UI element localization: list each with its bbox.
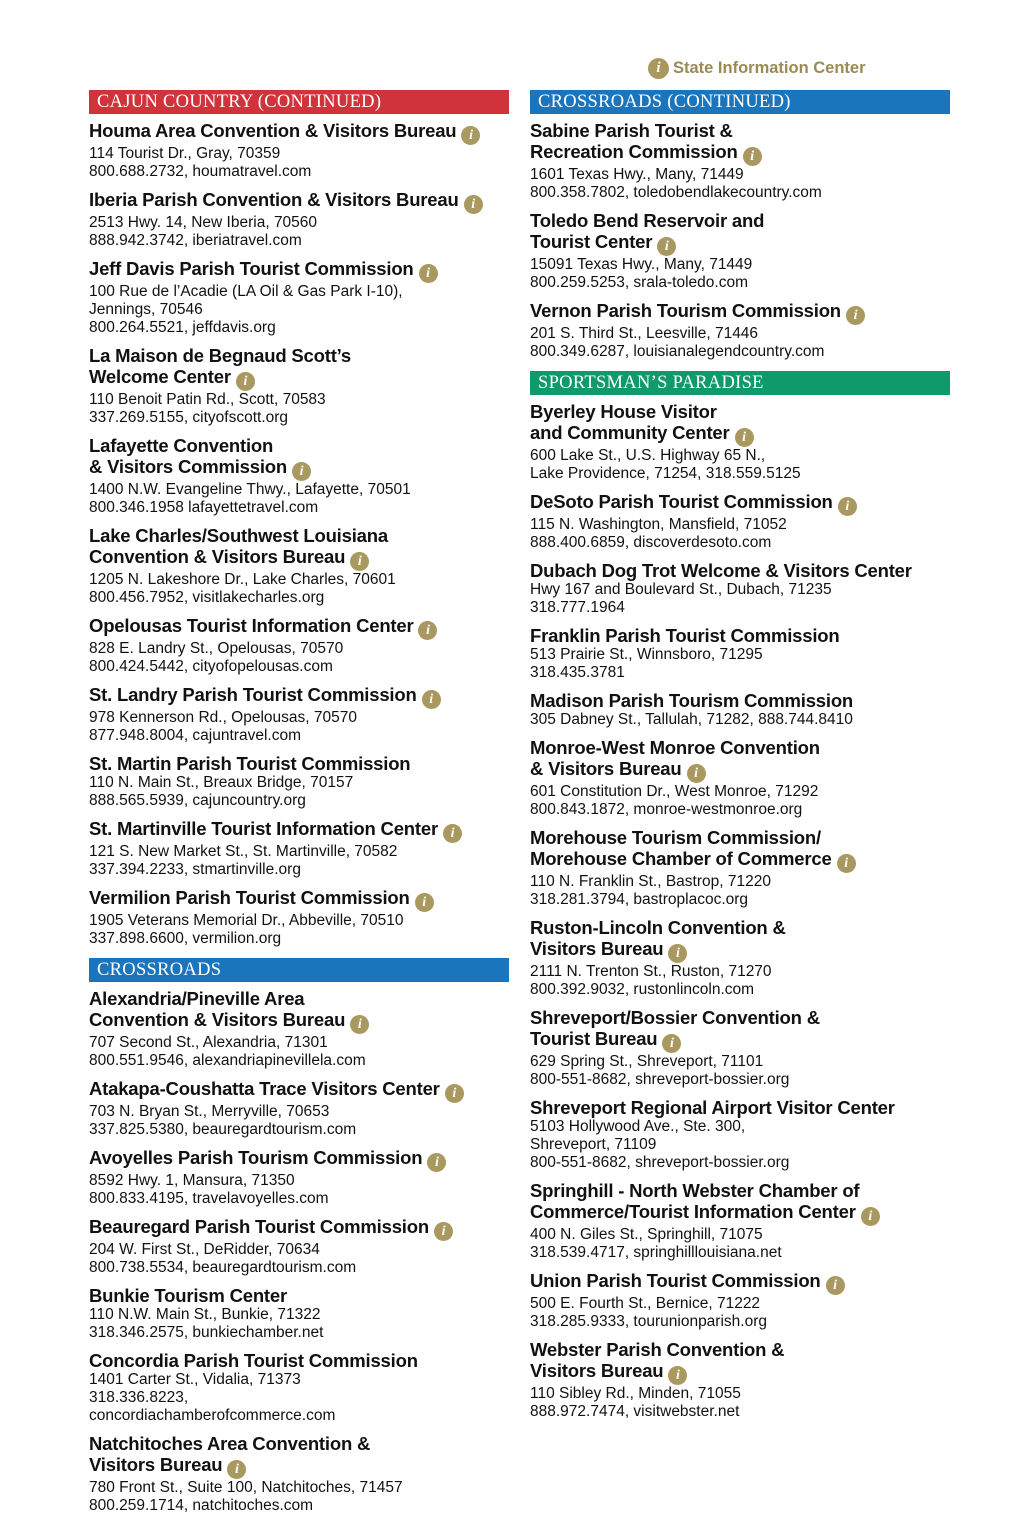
entry-detail-line: 5103 Hollywood Ave., Ste. 300, — [530, 1118, 746, 1135]
info-icon: i — [743, 147, 762, 166]
directory-entry — [89, 1147, 509, 1208]
entry-detail-line: 2111 N. Trenton St., Ruston, 71270 — [530, 963, 772, 980]
entry-title-line — [89, 988, 509, 1009]
entry-title — [530, 401, 950, 447]
entry-title — [530, 1339, 950, 1385]
entry-detail-line: Shreveport, 71109 — [530, 1136, 657, 1153]
directory-entry — [89, 988, 509, 1070]
entry-detail-line: 318.281.3794, bastroplacoc.org — [530, 891, 749, 908]
entry-detail-line: 800.738.5534, beauregardtourism.com — [89, 1259, 357, 1276]
info-icon: i — [461, 126, 480, 145]
info-icon: i — [648, 58, 669, 79]
entry-title-text: St. Martinville Tourist Information Center — [89, 818, 438, 839]
directory-entry — [89, 615, 509, 676]
entry-title-line — [89, 258, 509, 283]
entry-title-text: DeSoto Parish Tourist Commission — [530, 491, 833, 512]
entry-title-text: La Maison de Begnaud Scott’s — [89, 345, 351, 366]
entry-title-text: Vermilion Parish Tourist Commission — [89, 887, 410, 908]
info-icon: i — [662, 1034, 681, 1053]
entry-title-text: Tourist Bureau — [530, 1028, 658, 1049]
info-icon: i — [427, 1153, 446, 1172]
directory-entry — [530, 210, 950, 292]
entry-title-text: & Visitors Bureau — [530, 758, 682, 779]
entry-title-line — [530, 625, 950, 646]
right-column — [530, 90, 950, 1429]
entry-detail-line: 1601 Texas Hwy., Many, 71449 — [530, 166, 744, 183]
entry-title-text: Morehouse Tourism Commission/ — [530, 827, 821, 848]
entry-detail-line: 800.551.9546, alexandriapinevillela.com — [89, 1052, 366, 1069]
info-icon: i — [418, 621, 437, 640]
entry-title-line — [530, 938, 950, 963]
entry-title-text: Shreveport/Bossier Convention & — [530, 1007, 820, 1028]
entry-detail-line: 201 S. Third St., Leesville, 71446 — [530, 325, 759, 342]
entry-detail-line: 318.336.8223, — [89, 1389, 189, 1406]
entry-title-text: Commerce/Tourist Information Center — [530, 1201, 856, 1222]
entry-title-line — [530, 120, 950, 141]
entry-title-text: Avoyelles Parish Tourism Commission — [89, 1147, 423, 1168]
entry-title — [530, 1270, 950, 1295]
section-header: CROSSROADS — [89, 958, 509, 982]
entry-detail-line: 888.942.3742, iberiatravel.com — [89, 232, 302, 249]
entry-detail-line: 500 E. Fourth St., Bernice, 71222 — [530, 1295, 761, 1312]
entry-detail-line: 800.424.5442, cityofopelousas.com — [89, 658, 333, 675]
entry-title-text: Union Parish Tourist Commission — [530, 1270, 821, 1291]
directory-entry — [89, 435, 509, 517]
entry-title — [89, 525, 509, 571]
entry-title-text: & Visitors Commission — [89, 456, 287, 477]
entry-detail-line: 305 Dabney St., Tallulah, 71282, 888.744.8410 — [530, 711, 853, 728]
entry-title — [530, 737, 950, 783]
entry-title-text: Houma Area Convention & Visitors Bureau — [89, 120, 457, 141]
entry-title — [530, 120, 950, 166]
entry-detail-line: 110 N.W. Main St., Bunkie, 71322 — [89, 1306, 321, 1323]
entry-detail-line: 888.565.5939, cajuncountry.org — [89, 792, 306, 809]
entry-title — [530, 300, 950, 325]
directory-entry — [89, 345, 509, 427]
entry-title-text: Tourist Center — [530, 231, 653, 252]
info-icon: i — [236, 372, 255, 391]
entry-title-line — [530, 758, 950, 783]
section — [530, 90, 950, 361]
entry-title-text: St. Landry Parish Tourist Commission — [89, 684, 417, 705]
entry-title-text: Monroe-West Monroe Convention — [530, 737, 820, 758]
section-header: SPORTSMAN’S PARADISE — [530, 371, 950, 395]
entry-detail-line: 1905 Veterans Memorial Dr., Abbeville, 70510 — [89, 912, 404, 929]
directory-entry — [89, 1078, 509, 1139]
entry-detail-line: 8592 Hwy. 1, Mansura, 71350 — [89, 1172, 295, 1189]
entry-detail-line: 318.777.1964 — [530, 599, 625, 616]
entry-title-line — [530, 560, 950, 581]
entry-detail-line: 800.843.1872, monroe-westmonroe.org — [530, 801, 803, 818]
entry-title-text: Sabine Parish Tourist & — [530, 120, 733, 141]
entry-detail-line: 15091 Texas Hwy., Many, 71449 — [530, 256, 753, 273]
entry-title-line — [89, 1454, 509, 1479]
info-icon: i — [735, 428, 754, 447]
entry-title-line — [89, 456, 509, 481]
entry-detail-line: 800.349.6287, louisianalegendcountry.com — [530, 343, 825, 360]
entry-title — [89, 988, 509, 1034]
entry-title-line — [89, 1433, 509, 1454]
entry-title-line — [89, 435, 509, 456]
directory-entry — [89, 120, 509, 181]
directory-entry — [89, 887, 509, 948]
entry-title — [89, 258, 509, 283]
entry-detail-line: 318.539.4717, springhilllouisiana.net — [530, 1244, 782, 1261]
entry-title-line — [530, 231, 950, 256]
directory-entry — [530, 827, 950, 909]
entry-detail-line: 828 E. Landry St., Opelousas, 70570 — [89, 640, 344, 657]
directory-entry — [530, 917, 950, 999]
directory-entry — [530, 1180, 950, 1262]
entry-title-line — [530, 1007, 950, 1028]
entry-title-line — [530, 690, 950, 711]
entry-detail-line: 800.264.5521, jeffdavis.org — [89, 319, 276, 336]
entry-title — [530, 210, 950, 256]
entry-title-text: Alexandria/Pineville Area — [89, 988, 305, 1009]
info-icon: i — [434, 1222, 453, 1241]
directory-entry — [89, 1433, 509, 1515]
directory-entry — [89, 1285, 509, 1342]
entry-detail-line: 337.269.5155, cityofscott.org — [89, 409, 289, 426]
entry-detail-line: 115 N. Washington, Mansfield, 71052 — [530, 516, 787, 533]
info-icon: i — [443, 824, 462, 843]
entry-title — [89, 345, 509, 391]
entry-title-line — [89, 684, 509, 709]
directory-entry — [530, 690, 950, 729]
entry-title — [89, 435, 509, 481]
entry-title-text: Springhill - North Webster Chamber of — [530, 1180, 860, 1201]
directory-entry — [530, 1339, 950, 1421]
entry-title-text: Ruston-Lincoln Convention & — [530, 917, 786, 938]
section — [89, 90, 509, 948]
entry-title-line — [530, 737, 950, 758]
entry-title-line — [89, 120, 509, 145]
entry-title-line — [530, 1360, 950, 1385]
section — [89, 958, 509, 1515]
entry-title-line — [530, 917, 950, 938]
info-icon: i — [445, 1084, 464, 1103]
section — [530, 371, 950, 1421]
entry-title-text: Shreveport Regional Airport Visitor Center — [530, 1097, 895, 1118]
directory-entry — [530, 401, 950, 483]
legend — [648, 58, 866, 79]
entry-detail-line: 800.392.9032, rustonlincoln.com — [530, 981, 755, 998]
entry-detail-line: 110 N. Franklin St., Bastrop, 71220 — [530, 873, 771, 890]
entry-title-line — [89, 366, 509, 391]
directory-entry — [530, 737, 950, 819]
entry-title-line — [530, 1270, 950, 1295]
directory-entry — [89, 753, 509, 810]
entry-detail-line: 800.259.5253, srala-toledo.com — [530, 274, 749, 291]
entry-title-line — [530, 1339, 950, 1360]
entry-detail-line: 110 N. Main St., Breaux Bridge, 70157 — [89, 774, 354, 791]
entry-detail-line: 600 Lake St., U.S. Highway 65 N., — [530, 447, 766, 464]
directory-entry — [530, 491, 950, 552]
entry-title-line — [530, 422, 950, 447]
entry-detail-line: 400 N. Giles St., Springhill, 71075 — [530, 1226, 763, 1243]
entry-title — [89, 1147, 509, 1172]
entry-title-line — [530, 848, 950, 873]
directory-entry — [530, 1097, 950, 1172]
entry-detail-line: 100 Rue de l’Acadie (LA Oil & Gas Park I-10), — [89, 283, 403, 300]
entry-title — [530, 1007, 950, 1053]
entry-detail-line: 703 N. Bryan St., Merryville, 70653 — [89, 1103, 330, 1120]
entry-title-text: Concordia Parish Tourist Commission — [89, 1350, 418, 1371]
entry-title-line — [89, 525, 509, 546]
entry-detail-line: 800.259.1714, natchitoches.com — [89, 1497, 314, 1514]
entry-detail-line: 800-551-8682, shreveport-bossier.org — [530, 1071, 790, 1088]
entry-title-text: Convention & Visitors Bureau — [89, 1009, 346, 1030]
entry-title-text: Webster Parish Convention & — [530, 1339, 785, 1360]
entry-detail-line: 318.285.9333, tourunionparish.org — [530, 1313, 767, 1330]
directory-entry — [89, 258, 509, 337]
entry-detail-line: Hwy 167 and Boulevard St., Dubach, 71235 — [530, 581, 832, 598]
directory-entry — [530, 560, 950, 617]
entry-title — [530, 560, 950, 581]
info-icon: i — [846, 306, 865, 325]
entry-title-text: Bunkie Tourism Center — [89, 1285, 287, 1306]
entry-title-line — [89, 1009, 509, 1034]
entry-detail-line: 888.400.6859, discoverdesoto.com — [530, 534, 772, 551]
info-icon: i — [826, 1276, 845, 1295]
entry-detail-line: 337.898.6600, vermilion.org — [89, 930, 282, 947]
info-icon: i — [422, 690, 441, 709]
entry-detail-line: 337.825.5380, beauregardtourism.com — [89, 1121, 357, 1138]
entry-title-text: Convention & Visitors Bureau — [89, 546, 346, 567]
entry-detail-line: 800-551-8682, shreveport-bossier.org — [530, 1154, 790, 1171]
directory-entry — [89, 1216, 509, 1277]
entry-title — [89, 1216, 509, 1241]
entry-detail-line: 601 Constitution Dr., West Monroe, 71292 — [530, 783, 819, 800]
entry-title-line — [89, 345, 509, 366]
entry-title — [530, 1097, 950, 1118]
entry-title — [89, 1350, 509, 1371]
entry-title-line — [530, 1097, 950, 1118]
entry-detail-line: 204 W. First St., DeRidder, 70634 — [89, 1241, 320, 1258]
entry-detail-line: 800.833.4195, travelavoyelles.com — [89, 1190, 329, 1207]
section-header: CAJUN COUNTRY (CONTINUED) — [89, 90, 509, 114]
entry-title-line — [530, 210, 950, 231]
entry-detail-line: 800.688.2732, houmatravel.com — [89, 163, 312, 180]
legend-label: State Information Center — [673, 59, 866, 77]
entry-title-text: St. Martin Parish Tourist Commission — [89, 753, 411, 774]
entry-detail-line: 110 Benoit Patin Rd., Scott, 70583 — [89, 391, 326, 408]
left-column — [89, 90, 509, 1523]
entry-title-text: Jeff Davis Parish Tourist Commission — [89, 258, 414, 279]
entry-detail-line: Jennings, 70546 — [89, 301, 203, 318]
entry-title-line — [530, 827, 950, 848]
entry-detail-line: 800.358.7802, toledobendlakecountry.com — [530, 184, 822, 201]
entry-title-line — [530, 401, 950, 422]
info-icon: i — [227, 1460, 246, 1479]
entry-title-text: Morehouse Chamber of Commerce — [530, 848, 832, 869]
info-icon: i — [687, 764, 706, 783]
entry-detail-line: 318.346.2575, bunkiechamber.net — [89, 1324, 324, 1341]
entry-detail-line: 1401 Carter St., Vidalia, 71373 — [89, 1371, 301, 1388]
entry-detail-line: 877.948.8004, cajuntravel.com — [89, 727, 301, 744]
entry-title — [89, 189, 509, 214]
entry-title-text: Lake Charles/Southwest Louisiana — [89, 525, 388, 546]
entry-title — [89, 887, 509, 912]
info-icon: i — [838, 497, 857, 516]
directory-entry — [89, 818, 509, 879]
info-icon: i — [350, 1015, 369, 1034]
entry-title-text: Byerley House Visitor — [530, 401, 717, 422]
entry-title — [89, 1078, 509, 1103]
directory-entry — [89, 684, 509, 745]
info-icon: i — [464, 195, 483, 214]
entry-detail-line: 1400 N.W. Evangeline Thwy., Lafayette, 70501 — [89, 481, 411, 498]
entry-title-text: Toledo Bend Reservoir and — [530, 210, 765, 231]
entry-detail-line: 888.972.7474, visitwebster.net — [530, 1403, 740, 1420]
entry-title-line — [89, 1350, 509, 1371]
entry-title — [89, 120, 509, 145]
info-icon: i — [419, 264, 438, 283]
entry-title-line — [89, 546, 509, 571]
entry-title-text: Welcome Center — [89, 366, 231, 387]
entry-title — [89, 1285, 509, 1306]
entry-title-text: Visitors Bureau — [530, 1360, 664, 1381]
entry-title — [89, 615, 509, 640]
entry-title-text: and Community Center — [530, 422, 730, 443]
entry-title — [89, 1433, 509, 1479]
entry-title-line — [530, 1028, 950, 1053]
entry-detail-line: concordiachamberofcommerce.com — [89, 1407, 336, 1424]
directory-entry — [530, 1270, 950, 1331]
entry-title — [89, 753, 509, 774]
entry-title-line — [89, 887, 509, 912]
entry-title — [530, 625, 950, 646]
directory-entry — [530, 1007, 950, 1089]
entry-detail-line: 337.394.2233, stmartinville.org — [89, 861, 301, 878]
entry-detail-line: 2513 Hwy. 14, New Iberia, 70560 — [89, 214, 318, 231]
entry-title-text: Atakapa-Coushatta Trace Visitors Center — [89, 1078, 440, 1099]
entry-detail-line: 800.456.7952, visitlakecharles.org — [89, 589, 325, 606]
entry-detail-line: 707 Second St., Alexandria, 71301 — [89, 1034, 328, 1051]
entry-title-line — [89, 1147, 509, 1172]
entry-title-text: Iberia Parish Convention & Visitors Bureau — [89, 189, 459, 210]
directory-entry — [89, 1350, 509, 1425]
directory-entry — [530, 120, 950, 202]
entry-detail-line: 121 S. New Market St., St. Martinville, 70582 — [89, 843, 398, 860]
entry-title — [530, 1180, 950, 1226]
entry-title — [89, 818, 509, 843]
info-icon: i — [837, 854, 856, 873]
section-header: CROSSROADS (CONTINUED) — [530, 90, 950, 114]
entry-title-text: Franklin Parish Tourist Commission — [530, 625, 840, 646]
entry-title-text: Madison Parish Tourism Commission — [530, 690, 854, 711]
entry-title-line — [89, 1078, 509, 1103]
directory-entry — [530, 625, 950, 682]
entry-title-text: Opelousas Tourist Information Center — [89, 615, 414, 636]
entry-detail-line: 800.346.1958 lafayettetravel.com — [89, 499, 319, 516]
entry-title-text: Recreation Commission — [530, 141, 738, 162]
entry-title-line — [530, 491, 950, 516]
entry-title-line — [89, 615, 509, 640]
entry-detail-line: 629 Spring St., Shreveport, 71101 — [530, 1053, 764, 1070]
info-icon: i — [350, 552, 369, 571]
entry-detail-line: 780 Front St., Suite 100, Natchitoches, 71457 — [89, 1479, 403, 1496]
entry-title-text: Visitors Bureau — [89, 1454, 223, 1475]
entry-title-line — [89, 1216, 509, 1241]
entry-detail-line: 978 Kennerson Rd., Opelousas, 70570 — [89, 709, 357, 726]
info-icon: i — [861, 1207, 880, 1226]
entry-title-text: Dubach Dog Trot Welcome & Visitors Center — [530, 560, 912, 581]
entry-detail-line: Lake Providence, 71254, 318.559.5125 — [530, 465, 801, 482]
entry-title-text: Vernon Parish Tourism Commission — [530, 300, 841, 321]
entry-title-text: Natchitoches Area Convention & — [89, 1433, 371, 1454]
entry-title-line — [89, 818, 509, 843]
entry-title — [530, 917, 950, 963]
info-icon: i — [292, 462, 311, 481]
entry-title-text: Lafayette Convention — [89, 435, 274, 456]
entry-title-line — [89, 189, 509, 214]
entry-detail-line: 1205 N. Lakeshore Dr., Lake Charles, 70601 — [89, 571, 396, 588]
directory-entry — [530, 300, 950, 361]
info-icon: i — [415, 893, 434, 912]
info-icon: i — [657, 237, 676, 256]
entry-detail-line: 110 Sibley Rd., Minden, 71055 — [530, 1385, 741, 1402]
entry-title-line — [530, 300, 950, 325]
entry-title-line — [530, 1201, 950, 1226]
entry-detail-line: 513 Prairie St., Winnsboro, 71295 — [530, 646, 763, 663]
entry-title-text: Visitors Bureau — [530, 938, 664, 959]
entry-title-line — [530, 141, 950, 166]
entry-detail-line: 318.435.3781 — [530, 664, 625, 681]
directory-entry — [89, 189, 509, 250]
entry-title-line — [89, 1285, 509, 1306]
entry-title — [530, 690, 950, 711]
entry-title-text: Beauregard Parish Tourist Commission — [89, 1216, 429, 1237]
info-icon: i — [668, 1366, 687, 1385]
entry-title — [530, 827, 950, 873]
entry-detail-line: 114 Tourist Dr., Gray, 70359 — [89, 145, 281, 162]
entry-title-line — [89, 753, 509, 774]
entry-title-line — [530, 1180, 950, 1201]
directory-entry — [89, 525, 509, 607]
info-icon: i — [668, 944, 687, 963]
entry-title — [89, 684, 509, 709]
entry-title — [530, 491, 950, 516]
